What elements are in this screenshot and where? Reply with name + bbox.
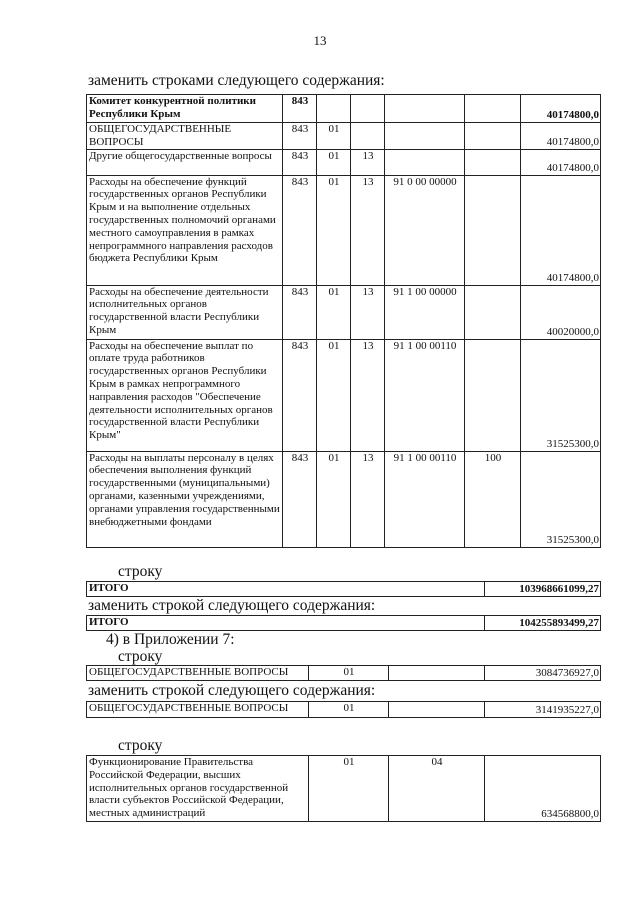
row-pr: 13	[351, 149, 385, 175]
ogv-old-name: ОБЩЕГОСУДАРСТВЕННЫЕ ВОПРОСЫ	[87, 666, 309, 681]
itogo-old-sum: 103968661099,27	[485, 582, 601, 597]
row-ved: 843	[283, 285, 317, 339]
itogo-new-sum: 104255893499,27	[485, 616, 601, 631]
row-csr: 91 1 00 00000	[385, 285, 465, 339]
row-rz: 01	[317, 149, 351, 175]
row-name: ОБЩЕГОСУДАРСТВЕННЫЕ ВОПРОСЫ	[87, 123, 283, 150]
row-rz	[317, 95, 351, 123]
row-pr	[351, 95, 385, 123]
row-csr	[385, 149, 465, 175]
row-ved: 843	[283, 123, 317, 150]
row-csr: 91 0 00 00000	[385, 175, 465, 285]
budget-row	[87, 95, 601, 123]
row-vr: 100	[465, 451, 521, 547]
row-pr: 13	[351, 285, 385, 339]
ogv-old-table	[86, 665, 601, 681]
instruction-replace-row-2: заменить строкой следующего содержания:	[88, 682, 376, 699]
label-stroku-2: строку	[118, 648, 163, 665]
row-sum: 40174800,0	[521, 123, 601, 150]
row-vr	[465, 285, 521, 339]
row-vr	[465, 149, 521, 175]
row-name: Расходы на выплаты персоналу в целях обеспечения выполнения функций государственными (муниципальными) органами, казенными учреждениями, органами управления государственными внебюджетными фондами	[87, 451, 283, 547]
ogv-old-rz: 01	[309, 666, 389, 681]
itogo-new-label: ИТОГО	[87, 616, 485, 631]
row-ved: 843	[283, 339, 317, 451]
row-pr: 13	[351, 339, 385, 451]
label-stroku-1: строку	[118, 563, 163, 580]
row-name: Другие общегосударственные вопросы	[87, 149, 283, 175]
appendix-7-heading: 4) в Приложении 7:	[106, 631, 235, 648]
itogo-old-label: ИТОГО	[87, 582, 485, 597]
row-vr	[465, 339, 521, 451]
page-number: 13	[313, 33, 327, 48]
budget-table-main	[86, 94, 601, 548]
row-csr: 91 1 00 00110	[385, 339, 465, 451]
row-ved: 843	[283, 95, 317, 123]
budget-row	[87, 175, 601, 285]
itogo-old-table	[86, 581, 601, 597]
row-rz: 01	[317, 123, 351, 150]
instruction-replace-row-1: заменить строкой следующего содержания:	[88, 597, 376, 614]
budget-row	[87, 339, 601, 451]
row-csr	[385, 95, 465, 123]
row-name: Расходы на обеспечение функций государственных органов Республики Крым и на выполнение отдельных государственных полномочий органами местного самоуправления в рамках непрограммного направления расходов бюджета Республики Крым	[87, 175, 283, 285]
row-name: Расходы на обеспечение деятельности исполнительных органов государственной власти Республики Крым	[87, 285, 283, 339]
row-sum: 31525300,0	[521, 451, 601, 547]
row-sum: 40174800,0	[521, 175, 601, 285]
row-vr	[465, 123, 521, 150]
row-ved: 843	[283, 149, 317, 175]
row-sum: 31525300,0	[521, 339, 601, 451]
row-sum: 40174800,0	[521, 95, 601, 123]
func-pr: 04	[389, 756, 485, 822]
ogv-new-name: ОБЩЕГОСУДАРСТВЕННЫЕ ВОПРОСЫ	[87, 702, 309, 718]
row-pr	[351, 123, 385, 150]
row-rz: 01	[317, 285, 351, 339]
ogv-new-rz: 01	[309, 702, 389, 718]
itogo-new-table	[86, 615, 601, 631]
instruction-replace-rows: заменить строками следующего содержания:	[88, 72, 385, 89]
budget-row	[87, 285, 601, 339]
row-csr	[385, 123, 465, 150]
row-sum: 40174800,0	[521, 149, 601, 175]
row-ved: 843	[283, 175, 317, 285]
row-pr: 13	[351, 175, 385, 285]
func-sum: 634568800,0	[485, 756, 601, 822]
row-csr: 91 1 00 00110	[385, 451, 465, 547]
row-pr: 13	[351, 451, 385, 547]
ogv-new-sum: 3141935227,0	[485, 702, 601, 718]
budget-row	[87, 451, 601, 547]
func-rz: 01	[309, 756, 389, 822]
row-name: Комитет конкурентной политики Республики Крым	[87, 95, 283, 123]
row-rz: 01	[317, 339, 351, 451]
row-rz: 01	[317, 451, 351, 547]
ogv-new-table	[86, 701, 601, 718]
budget-row	[87, 123, 601, 150]
row-vr	[465, 175, 521, 285]
row-vr	[465, 95, 521, 123]
func-name: Функционирование Правительства Российской Федерации, высших исполнительных органов государственной власти субъектов Российской Федерации, местных администраций	[87, 756, 309, 822]
label-stroku-3: строку	[118, 737, 163, 754]
func-table	[86, 755, 601, 822]
budget-row	[87, 149, 601, 175]
row-rz: 01	[317, 175, 351, 285]
row-name: Расходы на обеспечение выплат по оплате труда работников государственных органов Республики Крым в рамках непрограммного направления расходов "Обеспечение деятельности исполнительных органов государственной власти Республики Крым"	[87, 339, 283, 451]
row-sum: 40020000,0	[521, 285, 601, 339]
row-ved: 843	[283, 451, 317, 547]
ogv-old-sum: 3084736927,0	[485, 666, 601, 681]
